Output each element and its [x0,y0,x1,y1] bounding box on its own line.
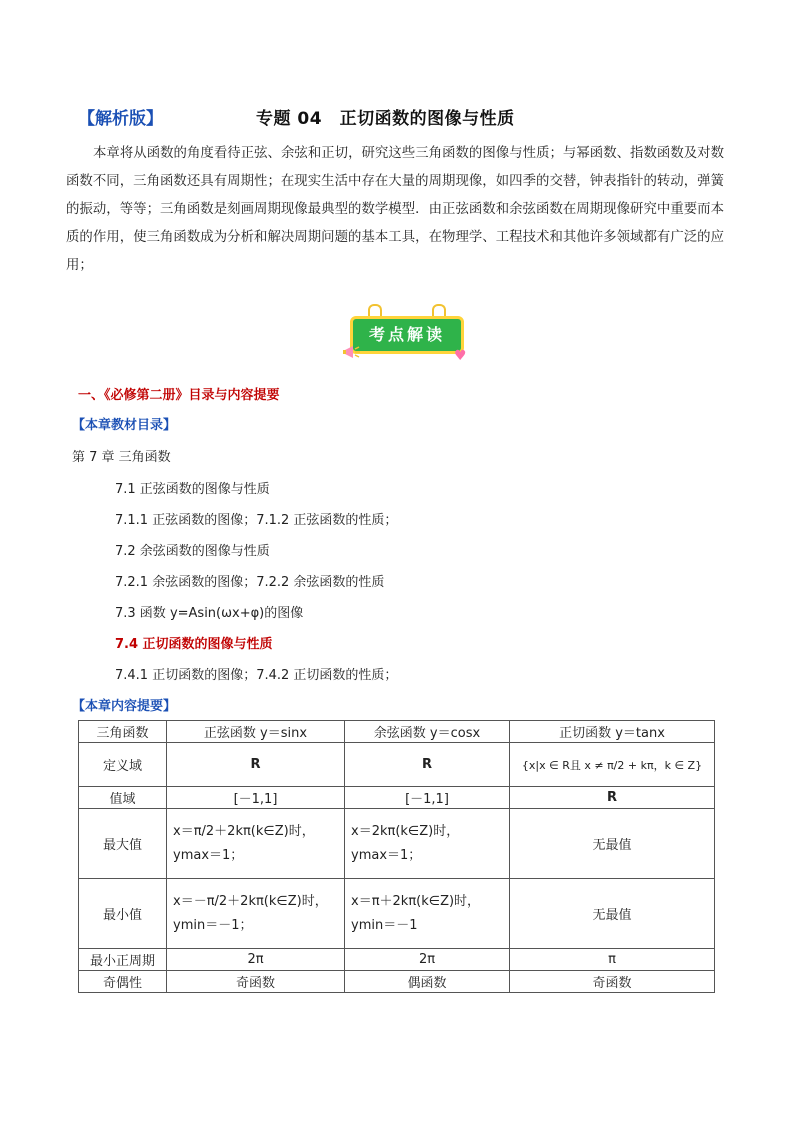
catalog-item: 7.1 正弦函数的图像与性质 [115,482,270,497]
cell-text: x＝π＋2kπ(k∈Z)时， [351,893,481,909]
row-label: 奇偶性 [79,971,167,993]
table-cell: 偶函数 [345,971,510,993]
table-cell: {x|x ∈ R且 x ≠ π/2 + kπ，k ∈ Z} [510,743,715,787]
catalog-item-current: 7.4 正切函数的图像与性质 [115,637,273,652]
table-row [79,743,715,787]
summary-heading: 【本章内容提要】 [72,699,177,714]
badge-panel [350,316,464,354]
row-label: 定义域 [79,743,167,787]
cell-text: x＝π/2＋2kπ(k∈Z)时， [173,823,315,839]
chapter-title: 第 7 章 三角函数 [72,450,171,465]
table-row [79,787,715,809]
megaphone-icon [342,342,362,362]
table-cell: 奇函数 [510,971,715,993]
catalog-item: 7.2.1 余弦函数的图像；7.2.2 余弦函数的性质 [115,575,385,590]
catalog-item: 7.3 函数 y=Asin(ωx+φ)的图像 [115,606,304,621]
intro-paragraph: 本章将从函数的角度看待正弦、余弦和正切，研究这些三角函数的图像与性质；与幂函数、指数函数及对数函数不同，三角函数还具有周期性；在现实生活中存在大量的周期现像，如四季的交替，钟表指针的转动，弹簧的振动，等等；三角函数是刻画周期现像最典型的数学模型．由正弦函数和余弦函数在周期现像研究中重要而本质的作用，使三角函数成为分析和解决周期问题的基本工具，在物理学、工程技术和其他许多领域都有广泛的应用； [66,146,724,273]
page-title: 专题 04 正切函数的图像与性质 [256,109,515,129]
table-row [79,809,715,879]
table-cell: 奇函数 [167,971,345,993]
table-cell: R [510,787,715,809]
table-cell: [－1,1] [167,787,345,809]
cell-text: ymax＝1； [351,847,422,863]
page-header [78,104,718,130]
cell-text: x＝－π/2＋2kπ(k∈Z)时， [173,893,328,909]
cell-text: ymin＝－1； [173,917,253,933]
table-cell [345,809,510,879]
table-cell [167,809,345,879]
catalog-item: 7.4.1 正切函数的图像；7.4.2 正切函数的性质； [115,668,398,683]
table-cell: R [345,743,510,787]
heart-icon: ♥ [454,348,467,364]
comparison-table [78,720,715,993]
catalog-item: 7.2 余弦函数的图像与性质 [115,544,270,559]
header-cell: 正弦函数 y＝sinx [167,721,345,743]
table-cell: 无最值 [510,809,715,879]
cell-text: ymax＝1； [173,847,244,863]
table-cell: 无最值 [510,879,715,949]
table-row [79,971,715,993]
row-label: 最小正周期 [79,949,167,971]
table-row [79,949,715,971]
table-row [79,879,715,949]
table-cell: [－1,1] [345,787,510,809]
cell-text: x＝2kπ(k∈Z)时， [351,823,460,839]
header-cell: 正切函数 y＝tanx [510,721,715,743]
catalog-item: 7.1.1 正弦函数的图像；7.1.2 正弦函数的性质； [115,513,398,528]
section-heading: 一、《必修第二册》目录与内容提要 [78,388,280,403]
version-tag: 【解析版】 [78,109,163,129]
table-cell: R [167,743,345,787]
badge-label: 考点解读 [368,325,445,344]
row-label: 值域 [79,787,167,809]
table-cell: 2π [345,949,510,971]
row-label: 最小值 [79,879,167,949]
table-header-row [79,721,715,743]
table-cell: 2π [167,949,345,971]
section-badge [342,302,472,366]
header-cell: 三角函数 [79,721,167,743]
table-cell [167,879,345,949]
catalog-heading: 【本章教材目录】 [72,418,177,433]
header-cell: 余弦函数 y＝cosx [345,721,510,743]
cell-text: ymin＝－1 [351,917,418,933]
table-cell: π [510,949,715,971]
row-label: 最大值 [79,809,167,879]
table-cell [345,879,510,949]
